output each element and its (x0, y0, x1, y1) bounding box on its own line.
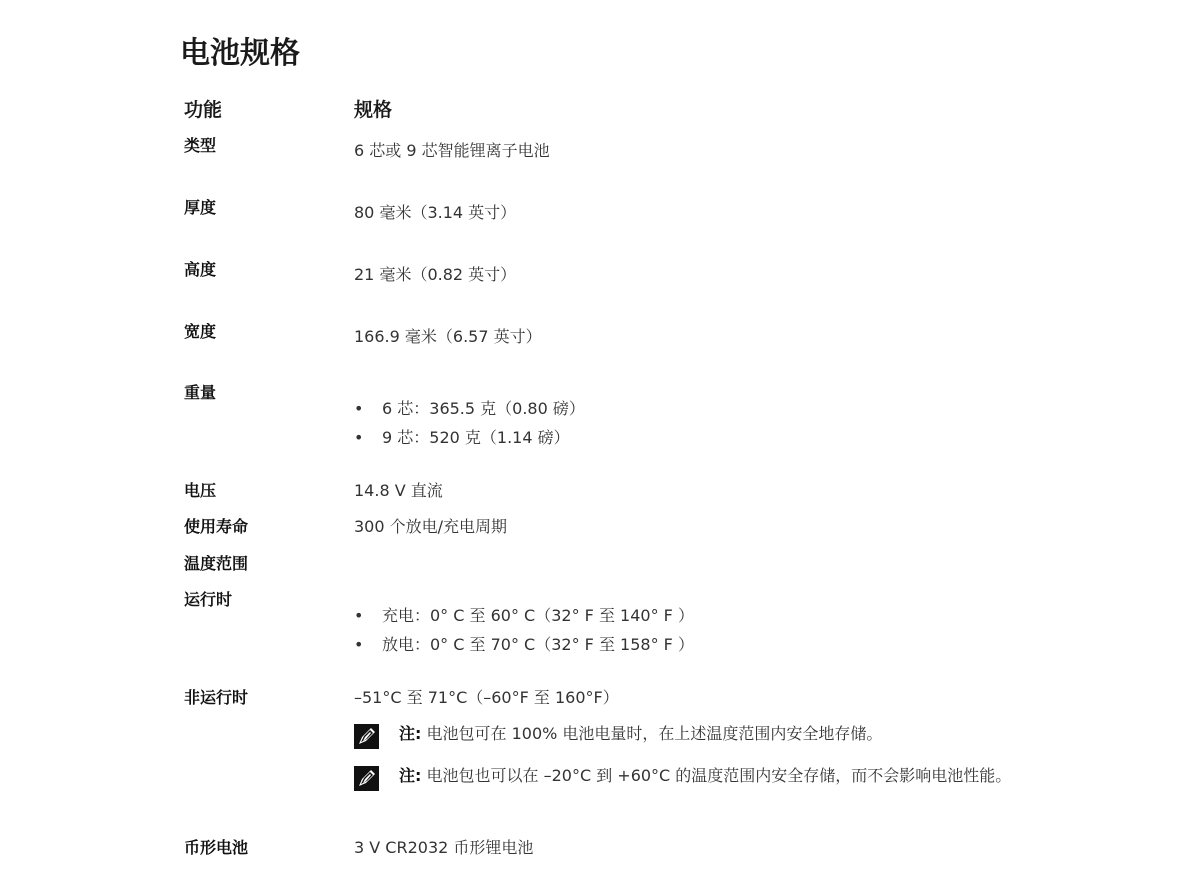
note-text: 电池包可在 100% 电池电量时，在上述温度范围内安全地存储。 (421, 724, 883, 743)
row-label-voltage: 电压 (184, 481, 217, 500)
note-prefix: 注: (399, 724, 422, 743)
row-label-operating: 运行时 (184, 590, 233, 609)
page-title: 电池规格 (180, 36, 300, 71)
row-value-coin-cell: 3 V CR2032 币形锂电池 (354, 838, 534, 857)
list-item (354, 633, 694, 657)
note-pencil-icon (354, 724, 379, 749)
bullet-icon: • (354, 635, 364, 654)
note-block (354, 722, 1054, 752)
bullet-icon: • (354, 399, 364, 418)
operating-bullet-charge: 充电：0° C 至 60° C（32° F 至 140° F ） (382, 606, 694, 625)
row-label-temperature-range: 温度范围 (184, 554, 249, 573)
weight-bullet-9-cell: 9 芯：520 克（1.14 磅） (382, 428, 570, 447)
row-label-life: 使用寿命 (184, 517, 249, 536)
note-pencil-icon (354, 766, 379, 791)
row-label-weight: 重量 (184, 383, 217, 402)
row-value-voltage: 14.8 V 直流 (354, 481, 443, 500)
weight-bullet-6-cell: 6 芯：365.5 克（0.80 磅） (382, 399, 585, 418)
column-header-spec: 规格 (354, 99, 393, 121)
row-value-depth: 80 毫米（3.14 英寸） (354, 203, 517, 222)
note-block (354, 764, 1054, 814)
row-value-life: 300 个放电/充电周期 (354, 517, 508, 536)
row-value-height: 21 毫米（0.82 英寸） (354, 265, 517, 284)
row-label-non-operating: 非运行时 (184, 688, 249, 707)
list-item (354, 604, 694, 628)
list-item (354, 397, 585, 421)
row-label-type: 类型 (184, 136, 217, 155)
row-label-depth: 厚度 (184, 198, 217, 217)
operating-bullet-discharge: 放电：0° C 至 70° C（32° F 至 158° F ） (382, 635, 694, 654)
list-item (354, 426, 570, 450)
row-value-width: 166.9 毫米（6.57 英寸） (354, 327, 542, 346)
row-value-type: 6 芯或 9 芯智能锂离子电池 (354, 141, 550, 160)
row-label-height: 高度 (184, 260, 217, 279)
note-text: 电池包也可以在 –20°C 到 +60°C 的温度范围内安全存储，而不会影响电池性能。 (421, 766, 1012, 785)
row-label-coin-cell: 币形电池 (184, 838, 249, 857)
row-value-non-operating: –51°C 至 71°C（–60°F 至 160°F） (354, 688, 619, 707)
row-label-width: 宽度 (184, 322, 217, 341)
bullet-icon: • (354, 606, 364, 625)
bullet-icon: • (354, 428, 364, 447)
note-prefix: 注: (399, 766, 422, 785)
column-header-feature: 功能 (184, 99, 223, 121)
